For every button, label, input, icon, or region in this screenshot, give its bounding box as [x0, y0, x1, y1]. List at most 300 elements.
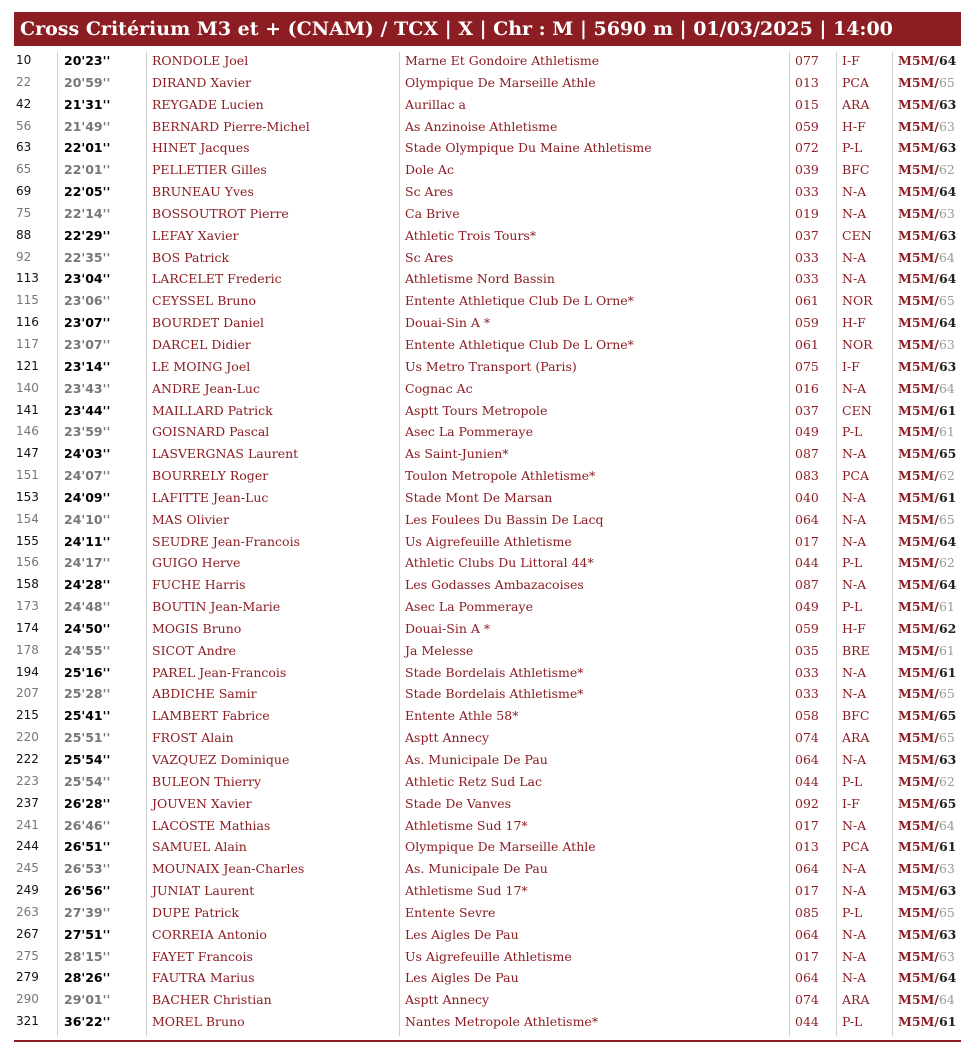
region-cell: N-A [842, 664, 867, 680]
department-cell: 035 [795, 642, 819, 658]
category-label: M5M/ [898, 664, 939, 680]
place-cell: 65 [16, 162, 32, 177]
time-cell: 25'51'' [64, 730, 111, 746]
department-cell: 044 [795, 555, 819, 571]
region-cell: PCA [842, 839, 870, 855]
category-cell [898, 858, 955, 880]
region-cell: N-A [842, 533, 867, 549]
club-cell: Us Aigrefeuille Athletisme [405, 533, 572, 549]
place-cell: 173 [16, 599, 39, 614]
athlete-name-cell: SAMUEL Alain [152, 839, 247, 855]
category-label: M5M/ [898, 861, 939, 877]
category-birth-year: 64 [938, 992, 955, 1008]
table-row [0, 749, 961, 771]
category-cell [898, 727, 955, 749]
category-birth-year: 63 [938, 227, 957, 243]
category-birth-year: 61 [938, 664, 957, 680]
category-birth-year: 61 [938, 1014, 957, 1030]
time-cell: 28'15'' [64, 948, 111, 964]
athlete-name-cell: MAS Olivier [152, 511, 230, 527]
category-cell [898, 356, 956, 378]
category-cell [898, 552, 955, 574]
department-cell: 058 [795, 708, 819, 724]
category-birth-year: 65 [938, 446, 957, 462]
region-cell: N-A [842, 970, 867, 986]
athlete-name-cell: LASVERGNAS Laurent [152, 446, 299, 462]
category-cell [898, 989, 955, 1011]
table-row [0, 902, 961, 924]
category-birth-year: 61 [938, 424, 955, 440]
table-row [0, 793, 961, 815]
category-birth-year: 63 [938, 205, 955, 221]
category-label: M5M/ [898, 511, 939, 527]
region-cell: BFC [842, 162, 870, 178]
category-cell [898, 574, 956, 596]
place-cell: 237 [16, 795, 39, 810]
region-cell: P-L [842, 773, 863, 789]
place-cell: 88 [16, 227, 32, 242]
table-row [0, 640, 961, 662]
category-cell [898, 116, 955, 138]
category-birth-year: 63 [938, 336, 955, 352]
club-cell: Athletic Trois Tours* [405, 227, 537, 243]
table-row [0, 858, 961, 880]
department-cell: 092 [795, 795, 819, 811]
time-cell: 26'46'' [64, 817, 111, 833]
category-label: M5M/ [898, 795, 939, 811]
club-cell: Stade Bordelais Athletisme* [405, 686, 584, 702]
category-cell [898, 378, 955, 400]
department-cell: 059 [795, 620, 819, 636]
time-cell: 24'09'' [64, 489, 111, 505]
place-cell: 290 [16, 992, 39, 1007]
athlete-name-cell: REYGADE Lucien [152, 96, 264, 112]
place-cell: 245 [16, 861, 39, 876]
category-cell [898, 880, 956, 902]
category-label: M5M/ [898, 205, 939, 221]
place-cell: 141 [16, 402, 39, 417]
category-cell [898, 50, 956, 72]
athlete-name-cell: LAFITTE Jean-Luc [152, 489, 269, 505]
place-cell: 10 [16, 53, 32, 67]
place-cell: 220 [16, 730, 39, 745]
category-cell [898, 531, 956, 553]
region-cell: N-A [842, 511, 867, 527]
club-cell: Les Foulees Du Bassin De Lacq [405, 511, 604, 527]
category-label: M5M/ [898, 926, 939, 942]
athlete-name-cell: SICOT Andre [152, 642, 237, 658]
table-row [0, 574, 961, 596]
athlete-name-cell: MOGIS Bruno [152, 620, 242, 636]
time-cell: 20'59'' [64, 74, 111, 90]
department-cell: 016 [795, 380, 819, 396]
table-row [0, 771, 961, 793]
club-cell: Athletisme Nord Bassin [405, 271, 555, 287]
category-cell [898, 421, 955, 443]
time-cell: 22'05'' [64, 184, 111, 200]
category-cell [898, 159, 955, 181]
table-row [0, 159, 961, 181]
department-cell: 075 [795, 358, 819, 374]
category-birth-year: 65 [938, 74, 955, 90]
category-cell [898, 225, 956, 247]
category-label: M5M/ [898, 904, 939, 920]
region-cell: H-F [842, 118, 866, 134]
category-birth-year: 61 [938, 642, 955, 658]
club-cell: Douai-Sin A * [405, 315, 491, 331]
category-label: M5M/ [898, 970, 939, 986]
club-cell: Entente Athletique Club De L Orne* [405, 293, 634, 309]
athlete-name-cell: JOUVEN Xavier [152, 795, 252, 811]
table-row [0, 137, 961, 159]
department-cell: 064 [795, 970, 819, 986]
place-cell: 222 [16, 752, 39, 766]
category-label: M5M/ [898, 555, 939, 571]
time-cell: 24'55'' [64, 642, 111, 658]
club-cell: Athletisme Sud 17* [405, 817, 528, 833]
category-cell [898, 400, 956, 422]
club-cell: Aurillac a [405, 96, 466, 112]
category-birth-year: 64 [938, 817, 955, 833]
category-label: M5M/ [898, 468, 939, 484]
table-row [0, 531, 961, 553]
club-cell: Cognac Ac [405, 380, 473, 396]
place-cell: 140 [16, 380, 39, 395]
region-cell: P-L [842, 904, 863, 920]
category-label: M5M/ [898, 118, 939, 134]
club-cell: Asptt Annecy [405, 992, 490, 1008]
time-cell: 24'48'' [64, 599, 111, 615]
category-birth-year: 65 [938, 904, 955, 920]
region-cell: BRE [842, 642, 870, 658]
department-cell: 017 [795, 948, 819, 964]
club-cell: Asec La Pommeraye [405, 599, 533, 615]
place-cell: 158 [16, 577, 39, 592]
club-cell: Les Aigles De Pau [405, 926, 519, 942]
region-cell: NOR [842, 336, 873, 352]
region-cell: P-L [842, 555, 863, 571]
category-birth-year: 61 [938, 599, 955, 615]
place-cell: 22 [16, 74, 32, 89]
category-label: M5M/ [898, 358, 939, 374]
time-cell: 24'17'' [64, 555, 111, 571]
region-cell: H-F [842, 620, 866, 636]
table-row [0, 836, 961, 858]
region-cell: N-A [842, 380, 867, 396]
department-cell: 077 [795, 53, 819, 68]
athlete-name-cell: RONDOLE Joel [152, 53, 249, 68]
category-label: M5M/ [898, 817, 939, 833]
athlete-name-cell: ABDICHE Samir [152, 686, 257, 702]
place-cell: 117 [16, 336, 39, 351]
department-cell: 087 [795, 577, 819, 593]
time-cell: 26'56'' [64, 883, 111, 899]
club-cell: As. Municipale De Pau [405, 752, 548, 767]
club-cell: Olympique De Marseille Athle [405, 839, 596, 855]
place-cell: 194 [16, 664, 39, 679]
athlete-name-cell: JUNIAT Laurent [152, 883, 255, 899]
time-cell: 23'44'' [64, 402, 111, 418]
region-cell: P-L [842, 424, 863, 440]
category-cell [898, 334, 955, 356]
category-birth-year: 64 [938, 970, 957, 986]
category-birth-year: 63 [938, 752, 957, 767]
place-cell: 241 [16, 817, 39, 832]
place-cell: 151 [16, 468, 39, 483]
results-table [0, 50, 961, 1033]
time-cell: 25'28'' [64, 686, 111, 702]
department-cell: 040 [795, 489, 819, 505]
department-cell: 049 [795, 599, 819, 615]
place-cell: 156 [16, 555, 39, 570]
department-cell: 064 [795, 926, 819, 942]
region-cell: N-A [842, 948, 867, 964]
place-cell: 42 [16, 96, 32, 111]
time-cell: 23'59'' [64, 424, 111, 440]
table-row [0, 924, 961, 946]
category-label: M5M/ [898, 227, 939, 243]
table-row [0, 268, 961, 290]
department-cell: 087 [795, 446, 819, 462]
department-cell: 044 [795, 773, 819, 789]
page-title: Cross Critérium M3 et + (CNAM) / TCX | X | Chr : M | 5690 m | 01/03/2025 | 14:00 [14, 12, 961, 46]
club-cell: Stade De Vanves [405, 795, 512, 811]
club-cell: Entente Sevre [405, 904, 496, 920]
category-birth-year: 62 [938, 468, 955, 484]
athlete-name-cell: FAUTRA Marius [152, 970, 255, 986]
category-cell [898, 705, 956, 727]
department-cell: 061 [795, 293, 819, 309]
category-birth-year: 65 [938, 511, 955, 527]
athlete-name-cell: DIRAND Xavier [152, 74, 252, 90]
time-cell: 25'54'' [64, 773, 111, 789]
category-cell [898, 465, 955, 487]
place-cell: 275 [16, 948, 39, 963]
region-cell: N-A [842, 861, 867, 877]
time-cell: 24'03'' [64, 446, 111, 462]
table-row [0, 683, 961, 705]
club-cell: Marne Et Gondoire Athletisme [405, 53, 600, 68]
category-label: M5M/ [898, 446, 939, 462]
athlete-name-cell: BOS Patrick [152, 249, 230, 265]
department-cell: 013 [795, 839, 819, 855]
athlete-name-cell: DARCEL Didier [152, 336, 251, 352]
time-cell: 22'14'' [64, 205, 111, 221]
athlete-name-cell: BOURRELY Roger [152, 468, 269, 484]
department-cell: 017 [795, 533, 819, 549]
athlete-name-cell: PELLETIER Gilles [152, 162, 267, 178]
category-cell [898, 924, 956, 946]
time-cell: 24'28'' [64, 577, 111, 593]
category-cell [898, 181, 956, 203]
club-cell: Ja Melesse [405, 642, 474, 658]
table-row [0, 662, 961, 684]
category-birth-year: 61 [938, 402, 957, 418]
department-cell: 019 [795, 205, 819, 221]
category-label: M5M/ [898, 96, 939, 112]
table-row [0, 705, 961, 727]
region-cell: N-A [842, 752, 867, 767]
department-cell: 074 [795, 730, 819, 746]
club-cell: Sc Ares [405, 249, 454, 265]
department-cell: 064 [795, 861, 819, 877]
department-cell: 059 [795, 315, 819, 331]
region-cell: CEN [842, 402, 872, 418]
table-row [0, 225, 961, 247]
table-row [0, 552, 961, 574]
department-cell: 033 [795, 249, 819, 265]
category-cell [898, 596, 955, 618]
category-cell [898, 1011, 956, 1033]
region-cell: I-F [842, 53, 860, 68]
table-row [0, 989, 961, 1011]
category-label: M5M/ [898, 708, 939, 724]
time-cell: 23'07'' [64, 315, 111, 331]
place-cell: 207 [16, 686, 39, 701]
category-cell [898, 268, 956, 290]
category-label: M5M/ [898, 184, 939, 200]
club-cell: Asptt Annecy [405, 730, 490, 746]
category-birth-year: 62 [938, 555, 955, 571]
place-cell: 223 [16, 773, 39, 788]
athlete-name-cell: BACHER Christian [152, 992, 272, 1008]
club-cell: Les Godasses Ambazacoises [405, 577, 584, 593]
athlete-name-cell: LAMBERT Fabrice [152, 708, 270, 724]
category-cell [898, 203, 955, 225]
department-cell: 037 [795, 227, 819, 243]
department-cell: 013 [795, 74, 819, 90]
place-cell: 155 [16, 533, 39, 548]
category-birth-year: 63 [938, 883, 957, 899]
category-label: M5M/ [898, 839, 939, 855]
category-label: M5M/ [898, 293, 939, 309]
category-cell [898, 509, 955, 531]
category-cell [898, 771, 955, 793]
time-cell: 29'01'' [64, 992, 111, 1008]
time-cell: 36'22'' [64, 1014, 111, 1030]
category-birth-year: 63 [938, 140, 957, 156]
athlete-name-cell: SEUDRE Jean-Francois [152, 533, 300, 549]
athlete-name-cell: CEYSSEL Bruno [152, 293, 257, 309]
department-cell: 033 [795, 664, 819, 680]
category-label: M5M/ [898, 730, 939, 746]
athlete-name-cell: BOUTIN Jean-Marie [152, 599, 281, 615]
time-cell: 22'35'' [64, 249, 111, 265]
place-cell: 115 [16, 293, 39, 308]
category-label: M5M/ [898, 162, 939, 178]
club-cell: Stade Olympique Du Maine Athletisme [405, 140, 652, 156]
place-cell: 321 [16, 1014, 39, 1029]
time-cell: 26'28'' [64, 795, 111, 811]
athlete-name-cell: FAYET Francois [152, 948, 253, 964]
category-cell [898, 815, 955, 837]
category-birth-year: 65 [938, 730, 955, 746]
category-label: M5M/ [898, 577, 939, 593]
athlete-name-cell: BRUNEAU Yves [152, 184, 254, 200]
department-cell: 049 [795, 424, 819, 440]
category-birth-year: 64 [938, 184, 957, 200]
region-cell: P-L [842, 140, 863, 156]
table-row [0, 50, 961, 72]
region-cell: ARA [842, 730, 870, 746]
club-cell: Us Metro Transport (Paris) [405, 358, 577, 374]
athlete-name-cell: GUIGO Herve [152, 555, 241, 571]
region-cell: CEN [842, 227, 872, 243]
table-row [0, 247, 961, 269]
category-label: M5M/ [898, 424, 939, 440]
club-cell: Ca Brive [405, 205, 460, 221]
region-cell: N-A [842, 817, 867, 833]
category-birth-year: 64 [938, 315, 957, 331]
category-cell [898, 946, 955, 968]
category-cell [898, 902, 955, 924]
club-cell: Nantes Metropole Athletisme* [405, 1014, 599, 1030]
table-row [0, 290, 961, 312]
time-cell: 25'54'' [64, 752, 111, 767]
time-cell: 23'06'' [64, 293, 111, 309]
category-label: M5M/ [898, 271, 939, 287]
category-label: M5M/ [898, 686, 939, 702]
category-cell [898, 618, 956, 640]
region-cell: PCA [842, 468, 870, 484]
place-cell: 174 [16, 620, 39, 635]
category-birth-year: 63 [938, 948, 955, 964]
athlete-name-cell: VAZQUEZ Dominique [152, 752, 290, 767]
club-cell: Asec La Pommeraye [405, 424, 533, 440]
athlete-name-cell: MAILLARD Patrick [152, 402, 273, 418]
time-cell: 25'16'' [64, 664, 111, 680]
table-row [0, 356, 961, 378]
club-cell: Entente Athletique Club De L Orne* [405, 336, 634, 352]
athlete-name-cell: FROST Alain [152, 730, 234, 746]
category-birth-year: 64 [938, 249, 955, 265]
table-row [0, 1011, 961, 1033]
category-cell [898, 137, 956, 159]
department-cell: 085 [795, 904, 819, 920]
time-cell: 20'23'' [64, 53, 111, 68]
athlete-name-cell: FUCHE Harris [152, 577, 246, 593]
table-row [0, 465, 961, 487]
club-cell: Athletic Clubs Du Littoral 44* [405, 555, 594, 571]
category-birth-year: 63 [938, 926, 957, 942]
category-label: M5M/ [898, 489, 939, 505]
region-cell: N-A [842, 577, 867, 593]
place-cell: 153 [16, 489, 39, 504]
department-cell: 033 [795, 184, 819, 200]
category-cell [898, 72, 955, 94]
category-label: M5M/ [898, 74, 939, 90]
place-cell: 147 [16, 446, 39, 461]
place-cell: 69 [16, 184, 32, 199]
club-cell: Sc Ares [405, 184, 454, 200]
department-cell: 064 [795, 511, 819, 527]
region-cell: N-A [842, 446, 867, 462]
table-row [0, 880, 961, 902]
category-cell [898, 94, 956, 116]
category-label: M5M/ [898, 140, 939, 156]
category-cell [898, 290, 955, 312]
category-birth-year: 64 [938, 533, 957, 549]
time-cell: 28'26'' [64, 970, 111, 986]
place-cell: 244 [16, 839, 39, 854]
category-birth-year: 65 [938, 708, 957, 724]
place-cell: 178 [16, 642, 39, 657]
time-cell: 24'11'' [64, 533, 111, 549]
region-cell: ARA [842, 992, 870, 1008]
category-birth-year: 65 [938, 686, 955, 702]
category-birth-year: 65 [938, 293, 955, 309]
table-row [0, 400, 961, 422]
